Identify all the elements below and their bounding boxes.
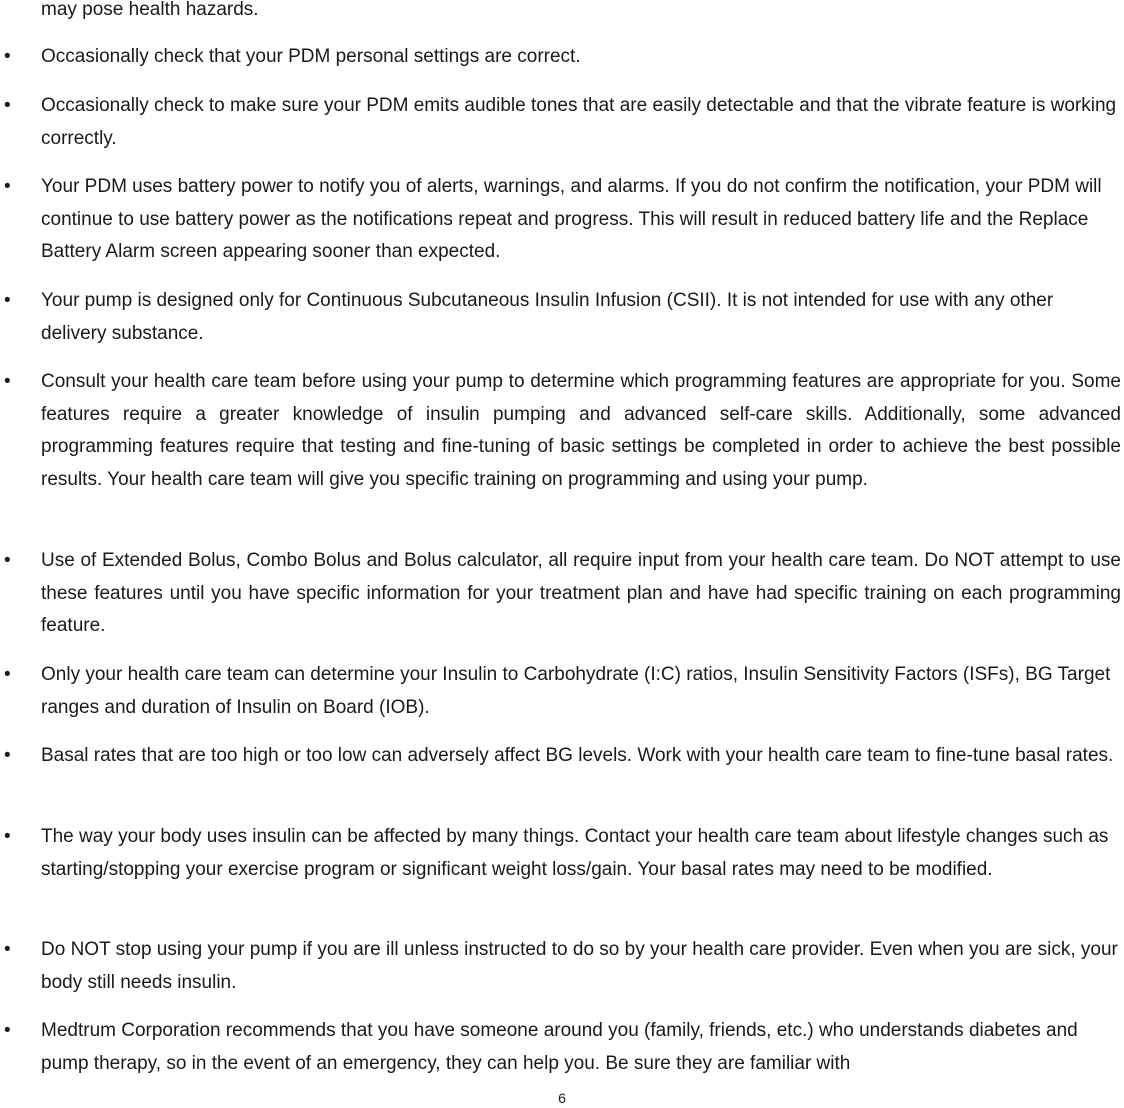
- page-number: 6: [558, 1090, 566, 1106]
- bullet-icon: •: [4, 550, 11, 571]
- bullet-icon: •: [4, 664, 11, 685]
- bullet-icon: •: [4, 176, 11, 197]
- bullet-icon: •: [4, 290, 11, 311]
- bullet-icon: •: [4, 745, 11, 766]
- continuation-text: may pose health hazards.: [41, 0, 259, 20]
- bullet-text: Only your health care team can determine your Insulin to Carbohydrate (I:C) ratios, Insulin Sensitivity Factors (ISFs), BG Target ranges and duration of Insulin on Board (IOB).: [41, 664, 1111, 718]
- bullet-icon: •: [4, 1020, 11, 1041]
- bullet-icon: •: [4, 95, 11, 116]
- bullet-text: Basal rates that are too high or too low can adversely affect BG levels. Work with your health care team to fine-tune basal rates.: [41, 745, 1114, 766]
- bullet-text: Consult your health care team before using your pump to determine which programming features are appropriate for you. Some features require a greater knowledge of insulin pumping and advanced self-care skills. Additionally, some advanced programming features require that testing and fine-tuning of basic settings be completed in order to achieve the best possible results. Your health care team will give you specific training on programming and using your pump.: [41, 371, 1121, 490]
- bullet-text: Medtrum Corporation recommends that you have someone around you (family, friends, etc.) who understands diabetes and pump therapy, so in the event of an emergency, they can help you. Be sure they are familiar with: [41, 1020, 1078, 1074]
- bullet-text: The way your body uses insulin can be affected by many things. Contact your health care team about lifestyle changes such as starting/stopping your exercise program or significant weight loss/gain. Your basal rates may need to be modified.: [41, 826, 1109, 880]
- bullet-icon: •: [4, 939, 11, 960]
- bullet-icon: •: [4, 371, 11, 392]
- bullet-text: Your pump is designed only for Continuous Subcutaneous Insulin Infusion (CSII). It is not intended for use with any other delivery substance.: [41, 290, 1054, 344]
- bullet-text: Occasionally check to make sure your PDM emits audible tones that are easily detectable and that the vibrate feature is working correctly.: [41, 95, 1117, 149]
- bullet-text: Occasionally check that your PDM personal settings are correct.: [41, 46, 581, 67]
- bullet-text: Do NOT stop using your pump if you are ill unless instructed to do so by your health care provider. Even when you are sick, your body still needs insulin.: [41, 939, 1118, 993]
- bullet-text: Use of Extended Bolus, Combo Bolus and Bolus calculator, all require input from your health care team. Do NOT attempt to use these features until you have specific information for your treatment plan and have had specific training on each programming feature.: [41, 550, 1121, 636]
- bullet-icon: •: [4, 46, 11, 67]
- bullet-icon: •: [4, 826, 11, 847]
- bullet-text: Your PDM uses battery power to notify you of alerts, warnings, and alarms. If you do not confirm the notification, your PDM will continue to use battery power as the notifications repeat and progress. This will result in reduced battery life and the Replace Battery Alarm screen appearing sooner than expected.: [41, 176, 1102, 262]
